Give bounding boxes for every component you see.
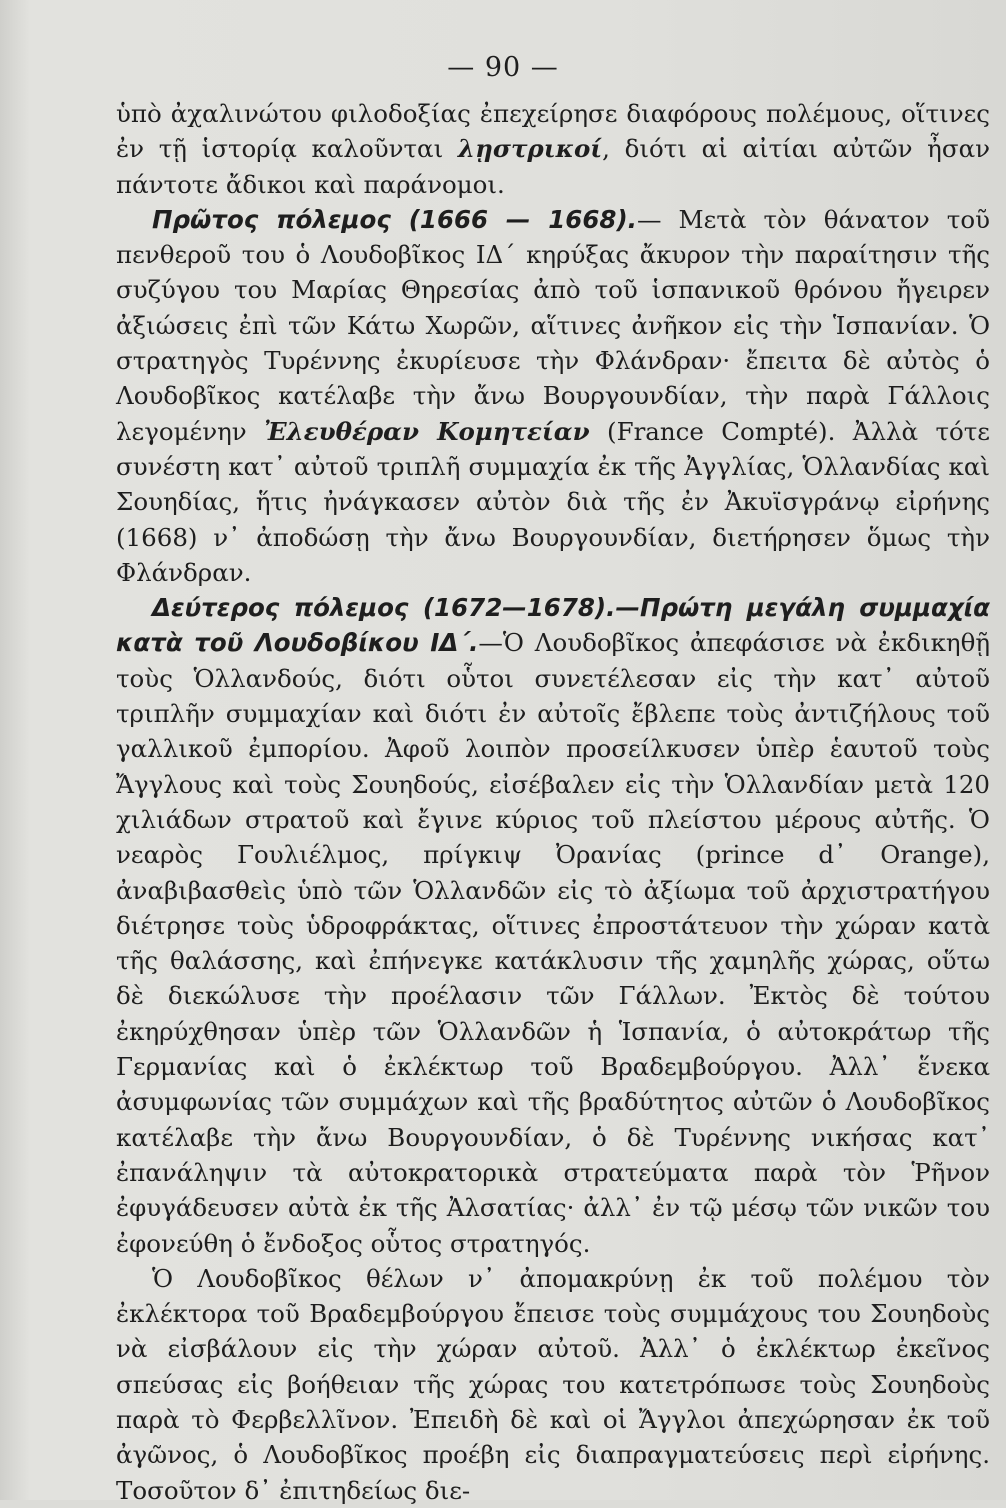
text-run: ὑπὸ ἀχαλινώτου φιλοδοξίας ἐπεχείρησε διαφόρους πολέμους, οἵτινες ἐν τῇ ἱστορίᾳ καλοῦνται	[116, 99, 990, 164]
paragraph-3	[116, 590, 990, 1261]
body-text	[116, 96, 990, 1508]
text-run: Ὁ Λουδοβῖκος θέλων ν᾽ ἀπομακρύνῃ ἐκ τοῦ πολέμου τὸν ἐκλέκτορα τοῦ Βραδεμβούργου ἔπεισε τοὺς συμμάχους του Σουηδοὺς νὰ εἰσβάλουν εἰς τὴν χώραν αὐτοῦ. Ἀλλ᾽ ὁ ἐκλέκτωρ ἐκεῖνος σπεύσας εἰς βοήθειαν τῆς χώρας του κατετρόπωσε τοὺς Σουηδοὺς παρὰ τὸ Φερβελλῖνον. Ἐπειδὴ δὲ καὶ οἱ Ἄγγλοι ἀπεχώρησαν ἐκ τοῦ ἀγῶνος, ὁ Λουδοβῖκος προέβη εἰς διαπραγματεύσεις περὶ εἰρήνης. Τοσοῦτον δ᾽ ἐπιτηδείως διε-	[116, 1263, 990, 1505]
paragraph-1	[116, 96, 990, 202]
text-run: (France Compté). Ἀλλὰ τότε συνέστη κατ᾽ αὐτοῦ τριπλῆ συμμαχία ἐκ τῆς Ἀγγλίας, Ὁλλανδίας καὶ Σουηδίας, ἥτις ἠνάγκασεν αὐτὸν διὰ τῆς ἐν Ἀκυϊσγράνῳ εἰρήνης (1668) ν᾽ ἀποδώσῃ τὴν ἄνω Βουργουνδίαν, διετήρησεν ὅμως τὴν Φλάνδραν.	[116, 416, 990, 587]
emphasis-term: Ἐλευθέραν Κομητείαν	[264, 416, 590, 446]
text-run: —Ὁ Λουδοβῖκος ἀπεφάσισε νὰ ἐκδικηθῇ τοὺς Ὁλλανδούς, διότι οὗτοι συνετέλεσαν εἰς τὴν κατ᾽ αὐτοῦ τριπλῆν συμμαχίαν καὶ διότι ἐν αὐτοῖς ἔβλεπε τοὺς ἀντιζήλους τοῦ γαλλικοῦ ἐμπορίου. Ἀφοῦ λοιπὸν προσείλκυσεν ὑπὲρ ἑαυτοῦ τοὺς Ἄγγλους καὶ τοὺς Σουηδούς, εἰσέβαλεν εἰς τὴν Ὁλλανδίαν μετὰ 120 χιλιάδων στρατοῦ καὶ ἔγινε κύριος τοῦ πλείστου μέρους αὐτῆς. Ὁ νεαρὸς Γουλιέλμος, πρίγκιψ Ὀρανίας (prince d᾽ Orange), ἀναβιβασθεὶς ὑπὸ τῶν Ὁλλανδῶν εἰς τὸ ἀξίωμα τοῦ ἀρχιστρατήγου διέτρησε τοὺς ὑδροφράκτας, οἵτινες ἐπροστάτευον τὴν χώραν κατὰ τῆς θαλάσσης, καὶ ἐπήνεγκε κατάκλυσιν τῆς χαμηλῆς χώρας, οὕτω δὲ διεκώλυσε τὴν προέλασιν τῶν Γάλλων. Ἐκτὸς δὲ τούτου ἐκηρύχθησαν ὑπὲρ τῶν Ὁλλανδῶν ἡ Ἱσπανία, ὁ αὐτοκράτωρ τῆς Γερμανίας καὶ ὁ ἐκλέκτωρ τοῦ Βραδεμβούργου. Ἀλλ᾽ ἕνεκα ἀσυμφωνίας τῶν συμμάχων καὶ τῆς βραδύτητος αὐτῶν ὁ Λουδοβῖκος κατέλαβε τὴν ἄνω Βουργουνδίαν, ὁ δὲ Τυρέννης νικήσας κατ᾽ ἐπανάληψιν τὰ αὐτοκρατορικὰ στρατεύματα παρὰ τὸν Ῥῆνον ἐφυγάδευσεν αὐτὰ ἐκ τῆς Ἀλσατίας· ἀλλ᾽ ἐν τῷ μέσῳ τῶν νικῶν του ἐφονεύθη ὁ ἔνδοξος οὗτος στρατηγός.	[116, 628, 991, 1258]
emphasis-term: λῃστρικοί	[457, 134, 603, 164]
text-run: — Μετὰ τὸν θάνατον τοῦ πενθεροῦ του ὁ Λουδοβῖκος ΙΔ΄ κηρύξας ἄκυρον τὴν παραίτησιν τῆς συζύγου του Μαρίας Θηρεσίας ἀπὸ τοῦ ἱσπανικοῦ θρόνου ἤγειρεν ἀξιώσεις ἐπὶ τῶν Κάτω Χωρῶν, αἵτινες ἀνῆκον εἰς τὴν Ἱσπανίαν. Ὁ στρατηγὸς Τυρέννης ἐκυρίευσε τὴν Φλάνδραν· ἔπειτα δὲ αὐτὸς ὁ Λουδοβῖκος κατέλαβε τὴν ἄνω Βουργουνδίαν, τὴν παρὰ Γάλλοις λεγομένην	[116, 204, 990, 446]
text-run: , διότι αἱ αἰτίαι αὐτῶν ἦσαν πάντοτε ἄδικοι καὶ παράνομοι.	[116, 134, 991, 199]
section-heading: Δεύτερος πόλεμος (1672—1678).—Πρώτη μεγάλη συμμαχία κατὰ τοῦ Λουδοβίκου ΙΔ΄.	[116, 593, 990, 658]
paragraph-4	[116, 1261, 990, 1508]
page-number: — 90 —	[447, 52, 559, 83]
section-heading: Πρῶτος πόλεμος (1666 — 1668).	[152, 204, 637, 234]
paragraph-2	[116, 202, 990, 590]
